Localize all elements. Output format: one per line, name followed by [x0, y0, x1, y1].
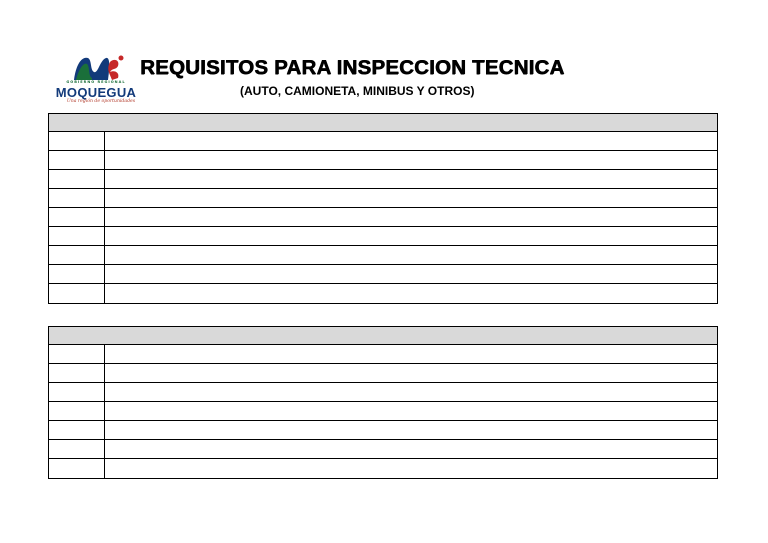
table-row — [49, 383, 717, 402]
number-cell — [49, 345, 105, 363]
description-cell — [105, 151, 717, 169]
table-row — [49, 440, 717, 459]
table-header — [49, 327, 717, 345]
description-cell — [105, 345, 717, 363]
description-cell — [105, 459, 717, 478]
table-row — [49, 208, 717, 227]
table-row — [49, 151, 717, 170]
number-cell — [49, 170, 105, 188]
table-row — [49, 265, 717, 284]
number-cell — [49, 265, 105, 283]
number-cell — [49, 284, 105, 303]
page-title: REQUISITOS PARA INSPECCION TECNICA — [140, 56, 565, 79]
number-cell — [49, 402, 105, 420]
number-cell — [49, 151, 105, 169]
number-cell — [49, 421, 105, 439]
table-row — [49, 189, 717, 208]
number-cell — [49, 132, 105, 150]
logo-mark-icon — [70, 52, 130, 82]
description-cell — [105, 132, 717, 150]
number-cell — [49, 459, 105, 478]
logo — [50, 50, 150, 106]
requirements-table-2 — [48, 326, 718, 479]
description-cell — [105, 364, 717, 382]
description-cell — [105, 421, 717, 439]
description-cell — [105, 227, 717, 245]
table-row — [49, 284, 717, 303]
logo-org: GOBIERNO REGIONAL — [66, 80, 126, 84]
number-cell — [49, 364, 105, 382]
table-header — [49, 114, 717, 132]
table-row — [49, 246, 717, 265]
table-row — [49, 132, 717, 151]
table-row — [49, 459, 717, 478]
number-cell — [49, 246, 105, 264]
logo-tagline: Una región de oportunidades — [66, 99, 136, 104]
table-row — [49, 364, 717, 383]
table-row — [49, 402, 717, 421]
requirements-table-1 — [48, 113, 718, 304]
number-cell — [49, 383, 105, 401]
description-cell — [105, 170, 717, 188]
table-row — [49, 345, 717, 364]
number-cell — [49, 208, 105, 226]
page-subtitle: (AUTO, CAMIONETA, MINIBUS Y OTROS) — [240, 84, 475, 98]
table-row — [49, 421, 717, 440]
description-cell — [105, 265, 717, 283]
description-cell — [105, 383, 717, 401]
description-cell — [105, 246, 717, 264]
number-cell — [49, 440, 105, 458]
description-cell — [105, 440, 717, 458]
table-row — [49, 170, 717, 189]
number-cell — [49, 227, 105, 245]
description-cell — [105, 402, 717, 420]
number-cell — [49, 189, 105, 207]
description-cell — [105, 189, 717, 207]
description-cell — [105, 208, 717, 226]
description-cell — [105, 284, 717, 303]
logo-name: MOQUEGUA — [55, 85, 137, 100]
table-row — [49, 227, 717, 246]
